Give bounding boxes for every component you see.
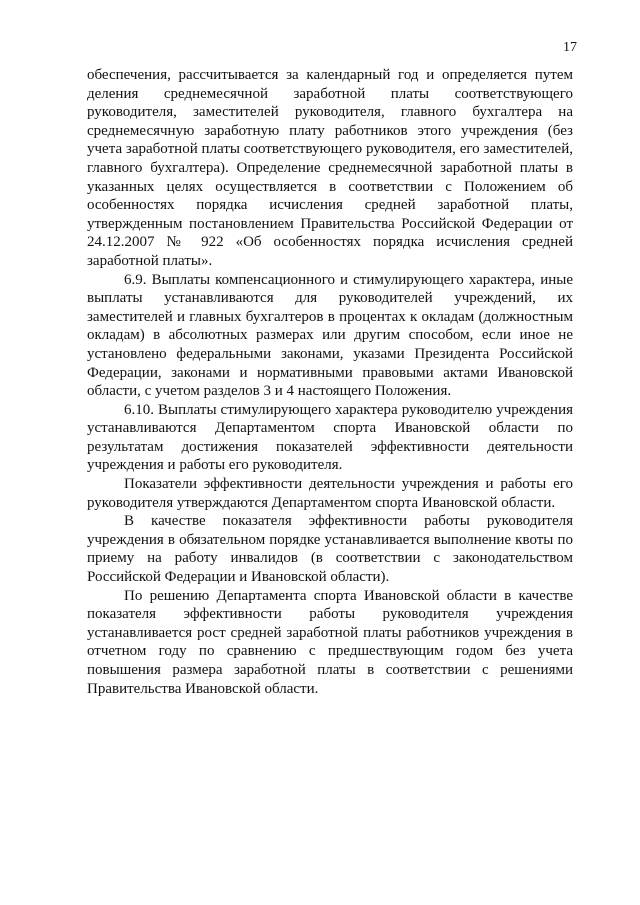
document-body xyxy=(87,66,573,698)
paragraph-6-10: 6.10. Выплаты стимулирующего характера руководителю учреждения устанавливаются Департаментом спорта Ивановской области по результатам достижения показателей эффективности деятельности учреждения и работы его руководителя. xyxy=(87,401,573,474)
paragraph-indicators: Показатели эффективности деятельности учреждения и работы его руководителя утверждаются Департаментом спорта Ивановской области. xyxy=(87,476,573,511)
page-number: 17 xyxy=(563,40,577,55)
paragraph-6-9: 6.9. Выплаты компенсационного и стимулирующего характера, иные выплаты устанавливаются для руководителей учреждений, их заместителей и главных бухгалтеров в процентах к окладам (должностным окладам) в абсолютных размерах или другим способом, если иное не установлено федеральными законами, указами Президента Российской Федерации, законами и нормативными правовыми актами Ивановской области, с учетом разделов 3 и 4 настоящего Положения. xyxy=(87,271,573,400)
paragraph-salary-growth: По решению Департамента спорта Ивановской области в качестве показателя эффективности работы руководителя учреждения устанавливается рост средней заработной платы работников учреждения в отчетном году по сравнению с предшествующим годом без учета повышения размера заработной платы в соответствии с решениями Правительства Ивановской области. xyxy=(87,587,573,697)
paragraph-quota: В качестве показателя эффективности работы руководителя учреждения в обязательном порядке устанавливается выполнение квоты по приему на работу инвалидов (в соответствии с законодательством Российской Федерации и Ивановской области). xyxy=(87,513,573,586)
paragraph-continuation: обеспечения, рассчитывается за календарный год и определяется путем деления среднемесячной заработной платы соответствующего руководителя, заместителей руководителя, главного бухгалтера на среднемесячную заработную плату работников этого учреждения (без учета заработной платы соответствующего руководителя, его заместителей, главного бухгалтера). Определение среднемесячной заработной платы в указанных целях осуществляется в соответствии с Положением об особенностях порядка исчисления средней заработной платы, утвержденным постановлением Правительства Российской Федерации от 24.12.2007 № 922 «Об особенностях порядка исчисления средней заработной платы». xyxy=(87,67,573,269)
